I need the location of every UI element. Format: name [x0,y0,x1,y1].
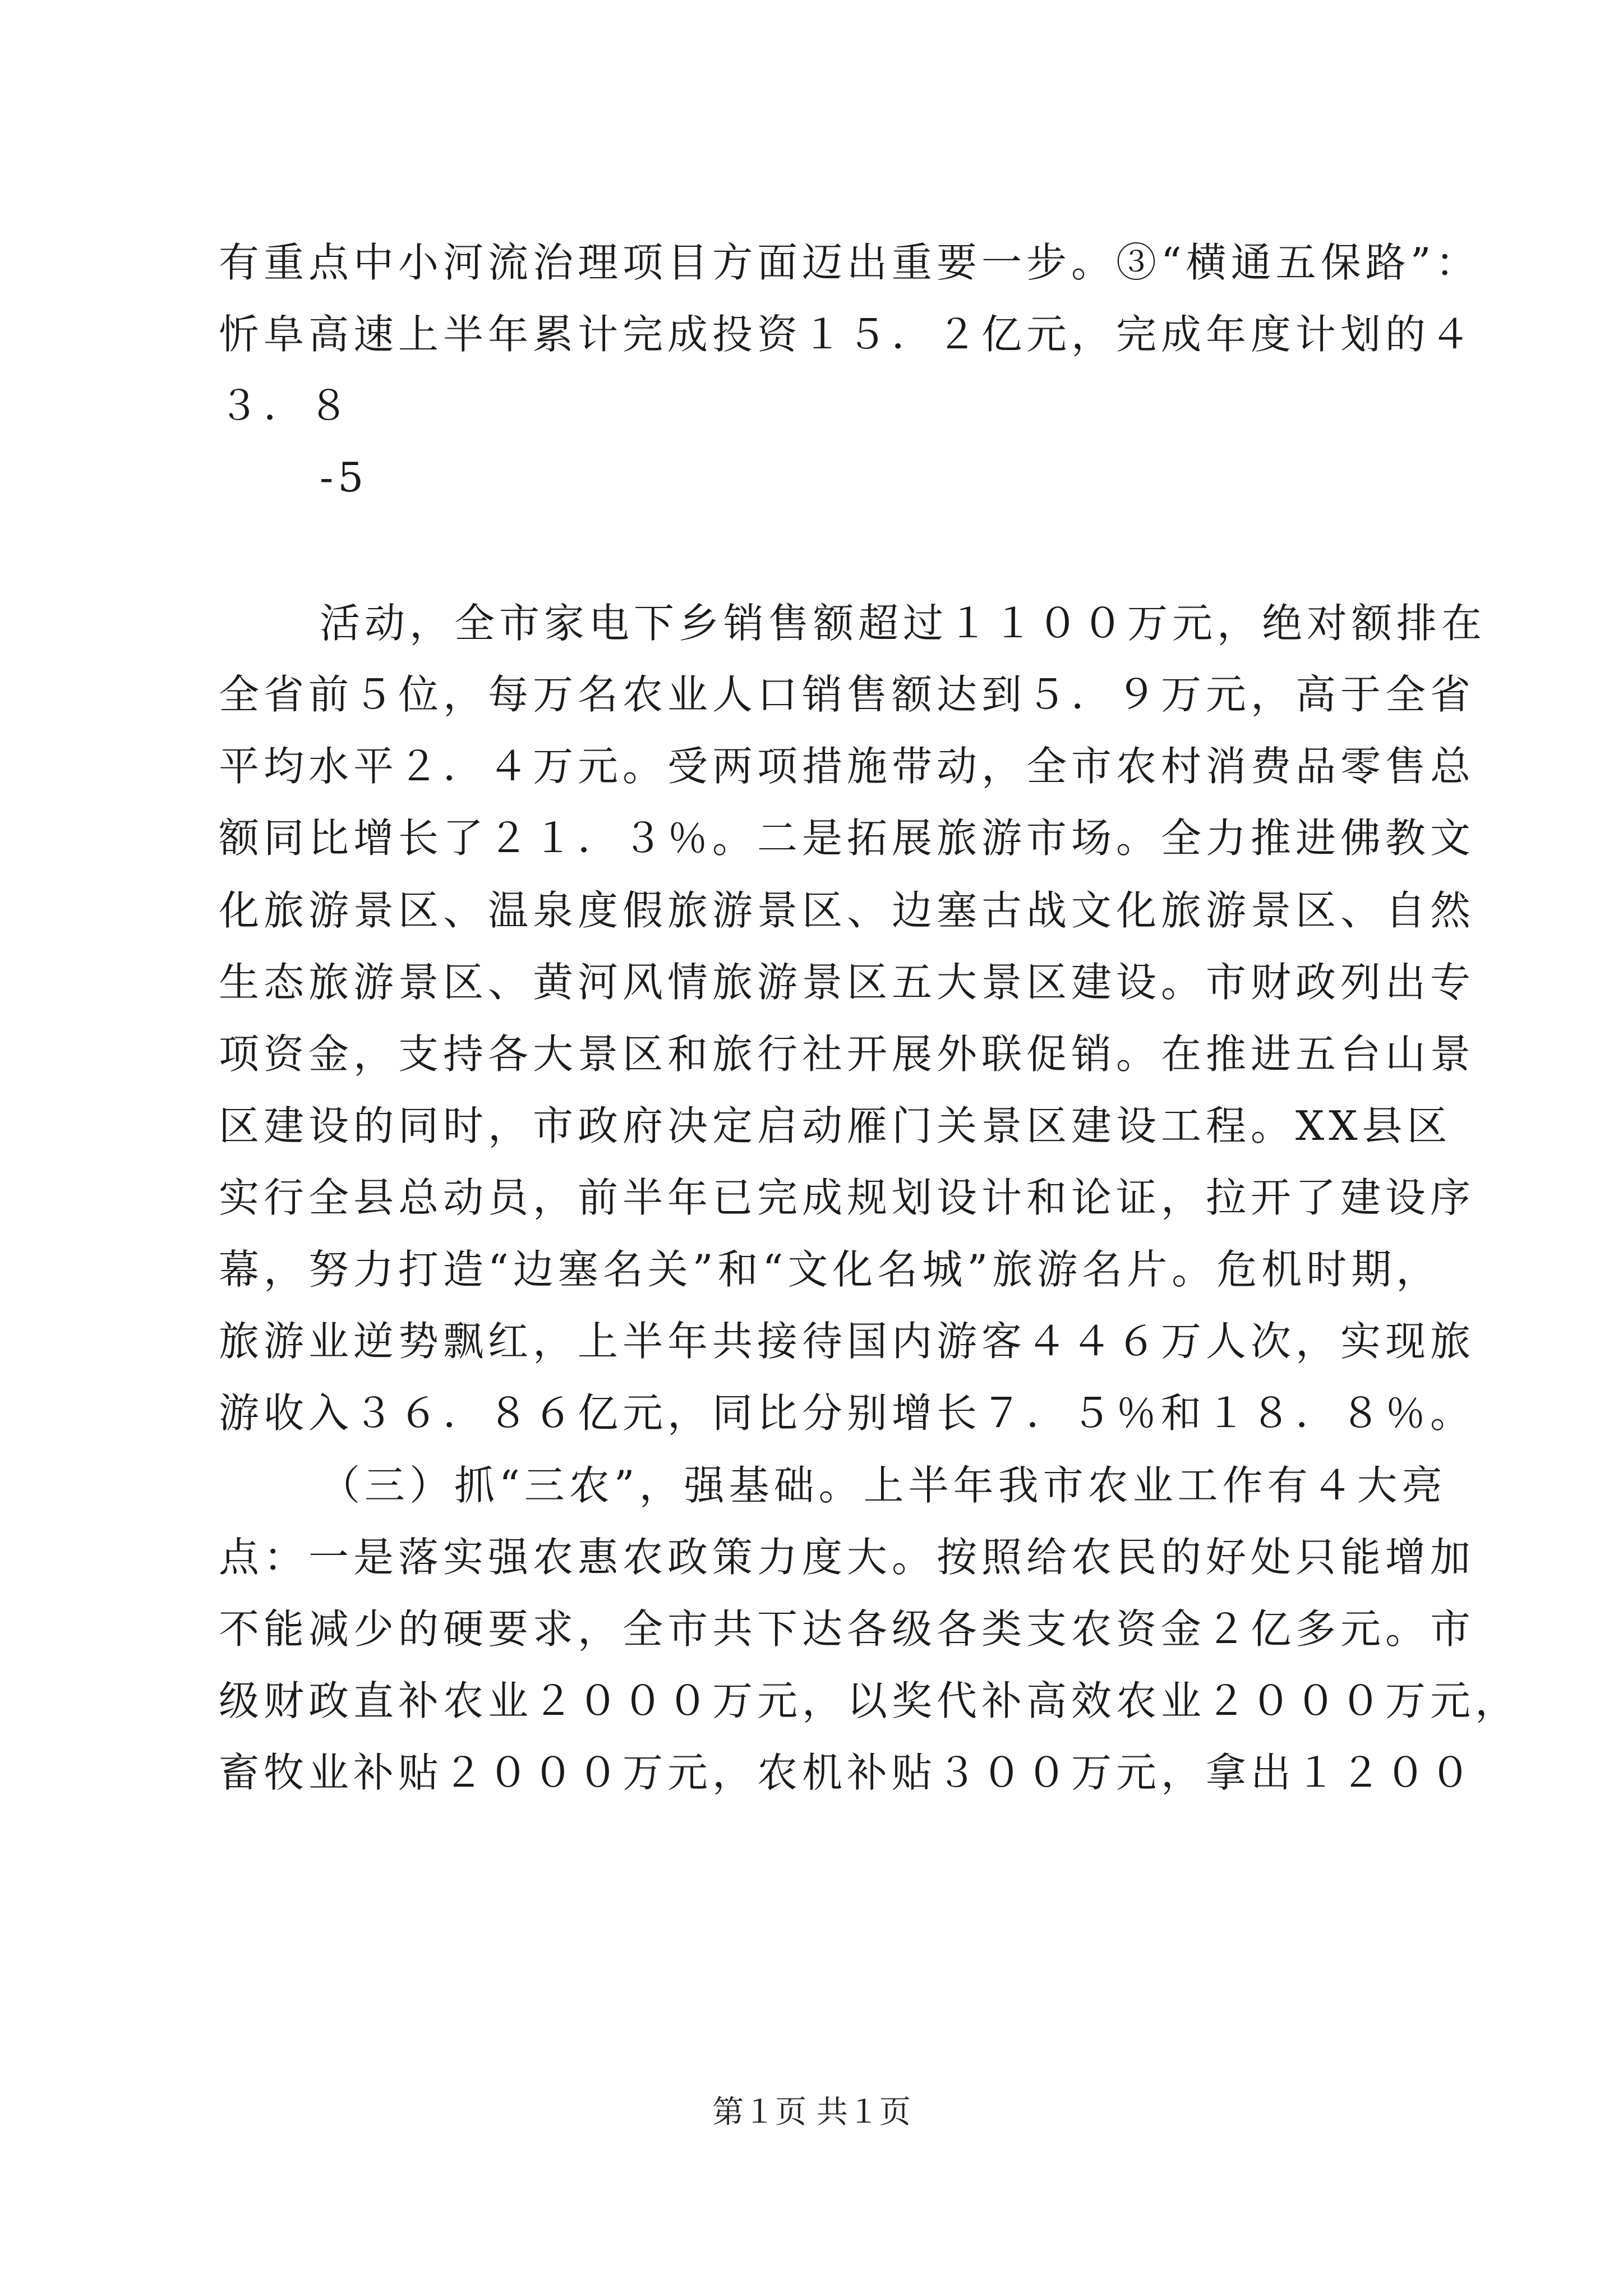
body-line: ３．８ [219,382,354,429]
body-line: 旅游业逆势飘红，上半年共接待国内游客４４６万人次，实现旅 [219,1318,1476,1365]
body-line: 有重点中小河流治理项目方面迈出重要一步。③“横通五保路”： [219,239,1481,286]
body-line: 区建设的同时，市政府决定启动雁门关景区建设工程。XX县区 [219,1102,1452,1149]
body-line: 化旅游景区、温泉度假旅游景区、边塞古战文化旅游景区、自然 [219,887,1476,934]
body-line: -5 [320,454,368,501]
body-line: 额同比增长了２１．３％。二是拓展旅游市场。全力推进佛教文 [219,815,1476,862]
body-line: （三）抓“三农”，强基础。上半年我市农业工作有４大亮 [320,1462,1447,1509]
body-line: 平均水平２．４万元。受两项措施带动，全市农村消费品零售总 [219,743,1476,790]
body-line: 级财政直补农业２０００万元，以奖代补高效农业２０００万元， [219,1677,1520,1724]
body-line: 点：一是落实强农惠农政策力度大。按照给农民的好处只能增加 [219,1534,1476,1581]
page-footer: 第１页 共１页 [712,2094,911,2131]
body-line: 活动，全市家电下乡销售额超过１１００万元，绝对额排在 [320,600,1487,647]
body-line: 实行全县总动员，前半年已完成规划设计和论证，拉开了建设序 [219,1174,1476,1221]
body-line: 忻阜高速上半年累计完成投资１５．２亿元，完成年度计划的４ [219,311,1476,358]
body-line: 幕，努力打造“边塞名关”和“文化名城”旅游名片。危机时期， [219,1246,1441,1293]
body-line: 不能减少的硬要求，全市共下达各级各类支农资金２亿多元。市 [219,1605,1476,1653]
body-line: 全省前５位，每万名农业人口销售额达到５．９万元，高于全省 [219,671,1476,718]
body-line: 游收入３６．８６亿元，同比分别增长７．５％和１８．８％。 [219,1389,1476,1437]
body-line: 项资金，支持各大景区和旅行社开展外联促销。在推进五台山景 [219,1030,1476,1078]
body-line: 生态旅游景区、黄河风情旅游景区五大景区建设。市财政列出专 [219,959,1476,1006]
body-line: 畜牧业补贴２０００万元，农机补贴３００万元，拿出１２００ [219,1749,1476,1796]
